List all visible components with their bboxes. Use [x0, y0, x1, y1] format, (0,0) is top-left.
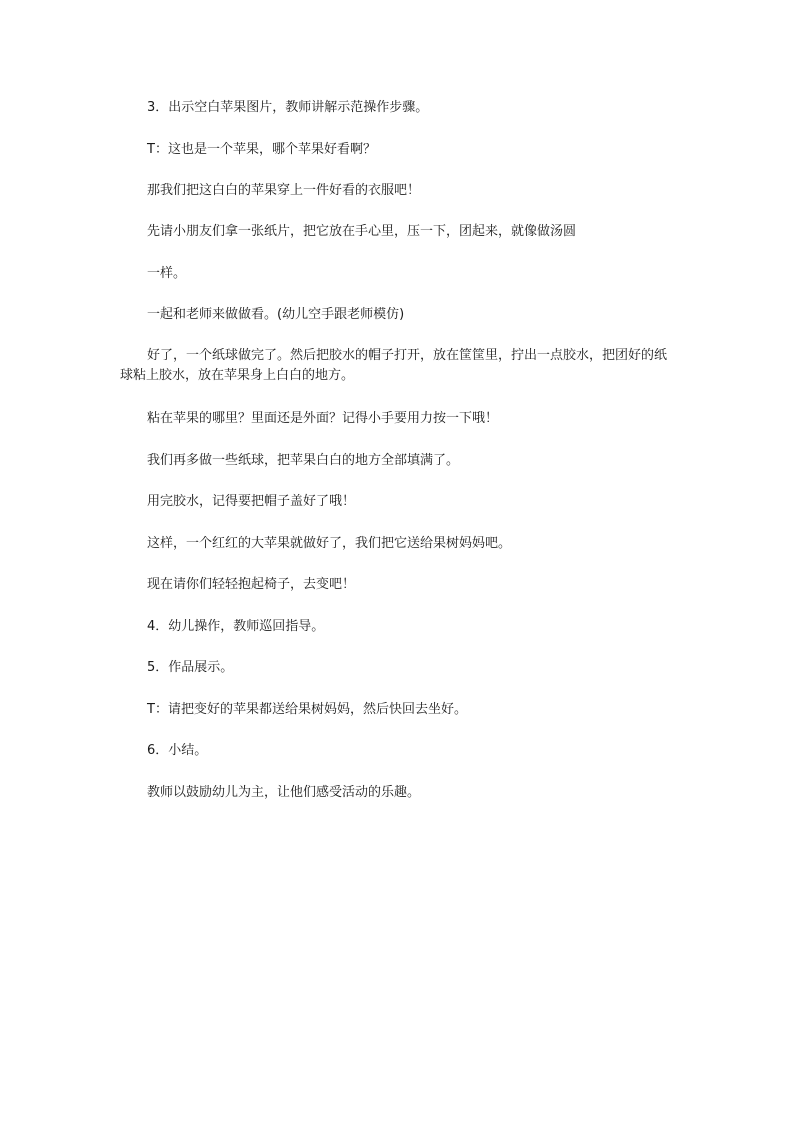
paragraph-where-to-stick: 粘在苹果的哪里？里面还是外面？记得小手要用力按一下哦！	[147, 411, 499, 426]
paragraph-more-balls: 我们再多做一些纸球，把苹果白白的地方全部填满了。	[147, 453, 460, 468]
paragraph-summary: 教师以鼓励幼儿为主，让他们感受活动的乐趣。	[147, 785, 421, 800]
paragraph-teacher-instruction: T：请把变好的苹果都送给果树妈妈，然后快回去坐好。	[147, 702, 467, 717]
paragraph-step-6: 6．小结。	[147, 743, 208, 758]
paragraph-step-4: 4．幼儿操作，教师巡回指导。	[147, 619, 325, 634]
paragraph-try-together: 一起和老师来做做看。(幼儿空手跟老师模仿)	[147, 307, 405, 322]
paragraph-teacher-question: T：这也是一个苹果，哪个苹果好看啊？	[147, 142, 376, 157]
paragraph-take-paper: 先请小朋友们拿一张纸片，把它放在手心里，压一下，团起来，就像做汤圆	[147, 224, 577, 239]
paragraph-like-tangyuan: 一样。	[147, 266, 187, 281]
paragraph-dress-apple: 那我们把这白白的苹果穿上一件好看的衣服吧！	[147, 183, 421, 198]
paragraph-cap-glue: 用完胶水，记得要把帽子盖好了哦！	[147, 494, 356, 509]
paragraph-step-3: 3．出示空白苹果图片，教师讲解示范操作步骤。	[147, 100, 429, 115]
paragraph-apple-done: 这样，一个红红的大苹果就做好了，我们把它送给果树妈妈吧。	[147, 536, 512, 551]
paragraph-glue-ball: 好了，一个纸球做完了。然后把胶水的帽子打开，放在筐筐里，拧出一点胶水，把团好的纸球粘上胶水，放在苹果身上白白的地方。	[120, 348, 668, 383]
paragraph-carry-chairs: 现在请你们轻轻抱起椅子，去变吧！	[147, 577, 356, 592]
paragraph-step-5: 5．作品展示。	[147, 660, 234, 675]
